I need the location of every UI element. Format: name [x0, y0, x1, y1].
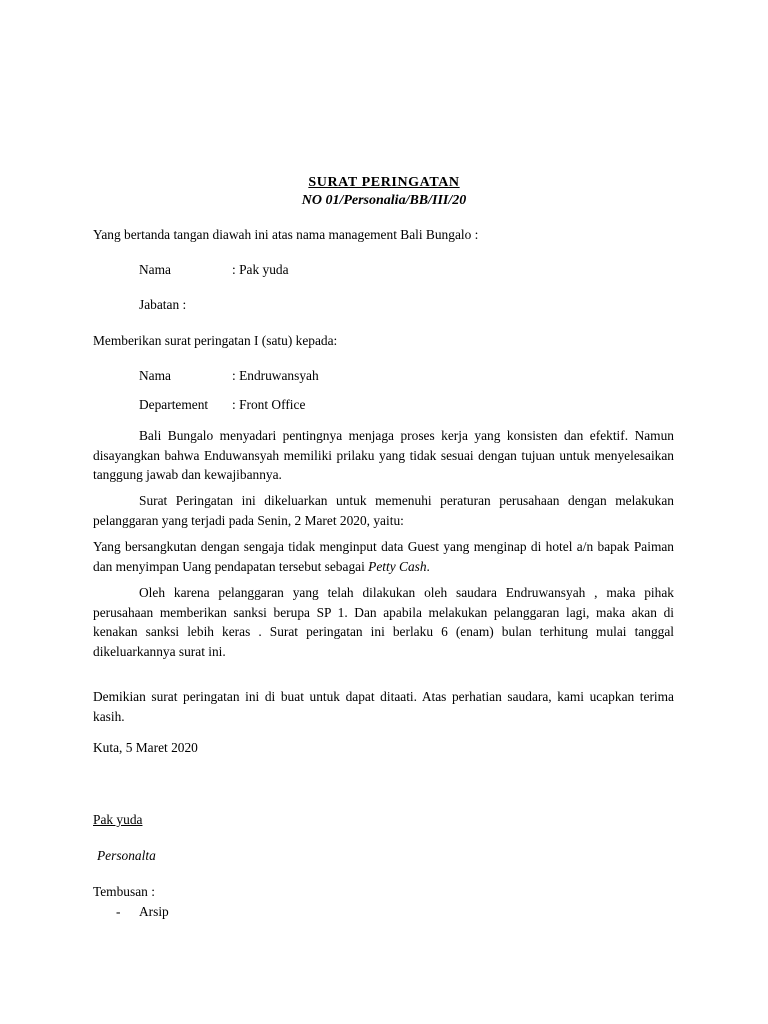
letter-number: NO 01/Personalia/BB/III/20	[301, 193, 467, 208]
signer-name: Pak yuda	[93, 812, 143, 827]
recipient-name-value: : Endruwansyah	[232, 368, 319, 383]
recipient-intro: Memberikan surat peringatan I (satu) kepada:	[93, 333, 338, 348]
cc-bullet: -	[116, 904, 121, 919]
cc-item: Arsip	[139, 904, 169, 919]
recipient-dept-value: : Front Office	[232, 397, 306, 412]
intro-line: Yang bertanda tangan diawah ini atas nama management Bali Bungalo :	[93, 227, 479, 242]
issuer-name-value: : Pak yuda	[232, 262, 289, 277]
paragraph-3-text: Yang bersangkutan dengan sengaja tidak menginput data Guest yang menginap di hotel a/n bapak Paiman dan menyimpan Uang pendapatan tersebut sebagai	[93, 539, 674, 574]
paragraph-3	[93, 537, 674, 576]
recipient-name-label: Nama	[139, 368, 171, 383]
place-date: Kuta, 5 Maret 2020	[93, 740, 198, 755]
issuer-name-label: Nama	[139, 262, 171, 277]
paragraph-4: Oleh karena pelanggaran yang telah dilakukan oleh saudara Endruwansyah , maka pihak perusahaan memberikan sanksi berupa SP 1. Dan apabila melakukan pelanggaran lagi, maka akan di kenakan sanksi lebih keras . Surat peringatan ini berlaku 6 (enam) bulan terhitung mulai tanggal dikeluarkannya surat ini.	[93, 585, 674, 659]
closing-paragraph: Demikian surat peringatan ini di buat untuk dapat ditaati. Atas perhatian saudara, kami ucapkan terima kasih.	[93, 689, 674, 724]
petty-cash-term: Petty Cash	[368, 558, 427, 574]
recipient-dept-label: Departement	[139, 397, 209, 412]
cc-label: Tembusan :	[93, 884, 155, 899]
paragraph-2: Surat Peringatan ini dikeluarkan untuk memenuhi peraturan perusahaan dengan melakukan pelanggaran yang terjadi pada Senin, 2 Maret 2020, yaitu:	[93, 493, 674, 528]
paragraph-3-end: .	[426, 558, 430, 574]
paragraph-1: Bali Bungalo menyadari pentingnya menjaga proses kerja yang konsisten dan efektif. Namun disayangkan bahwa Enduwansyah memiliki prilaku yang tidak sesuai dengan tujuan untuk menyelesaikan tanggung jawab dan kewajibannya.	[93, 428, 674, 482]
issuer-position-label: Jabatan :	[139, 297, 187, 312]
signer-role: Personalta	[97, 848, 156, 863]
letter-title: SURAT PERINGATAN	[308, 175, 460, 190]
